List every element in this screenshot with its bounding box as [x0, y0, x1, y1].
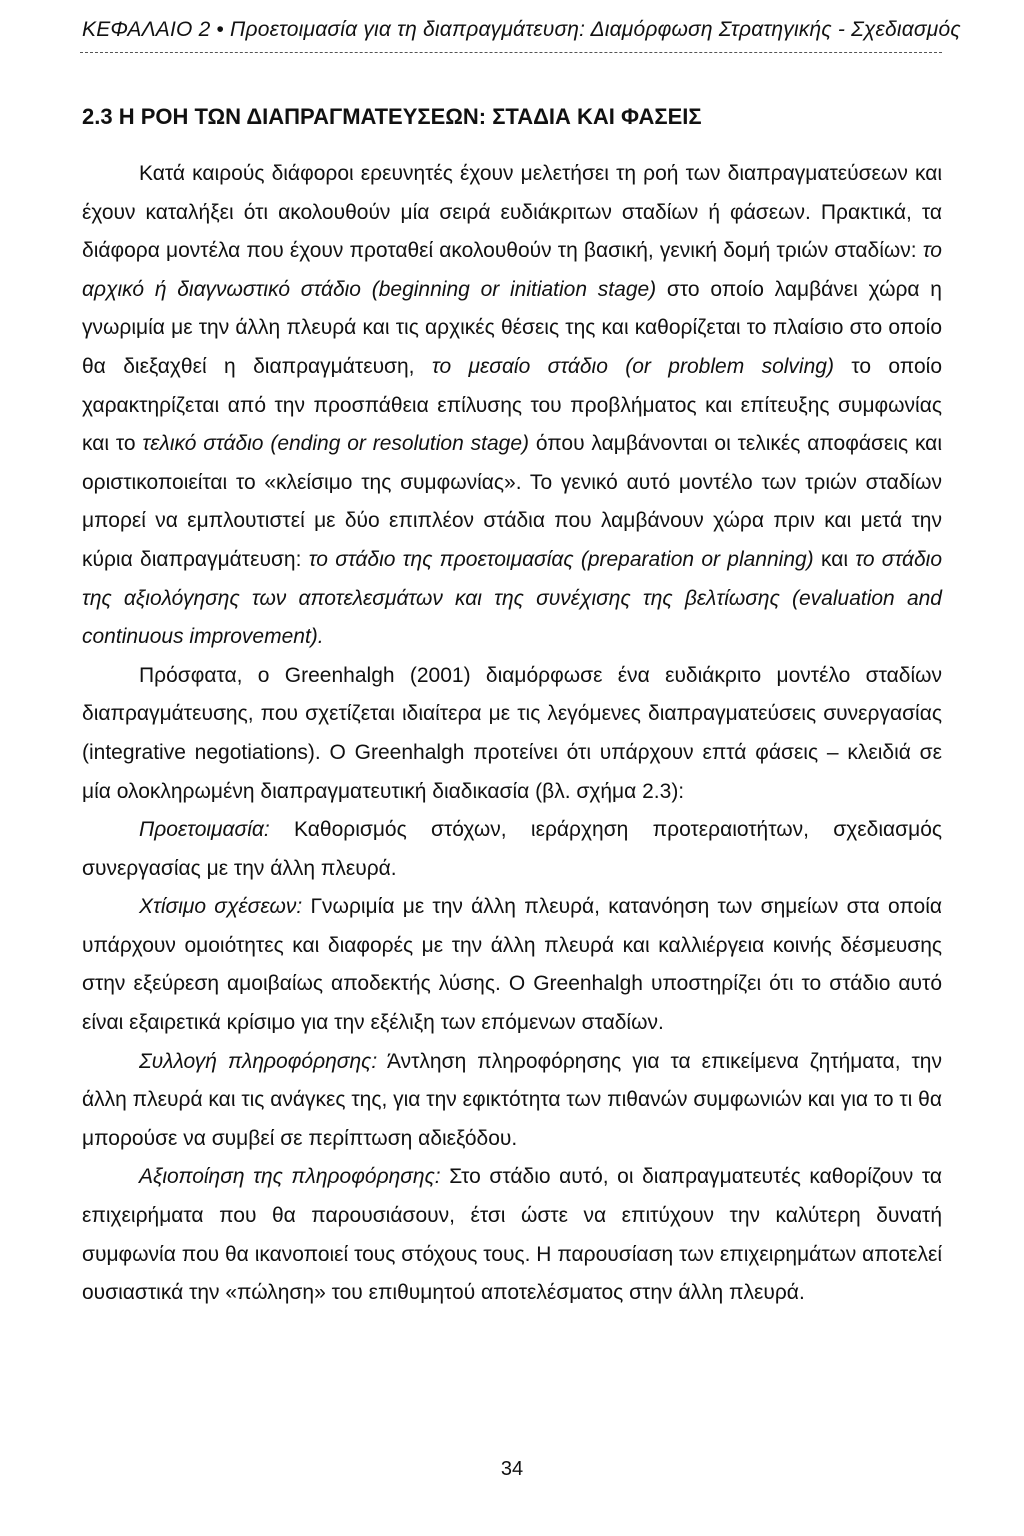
header-divider: [80, 52, 942, 53]
paragraph-phase-information: [82, 1043, 942, 1159]
header-subtitle: Προετοιμασία για τη διαπραγμάτευση: Διαμόρφωση Στρατηγικής - Σχεδιασμός: [230, 18, 961, 41]
paragraph-text: Πρόσφατα, ο Greenhalgh (2001) διαμόρφωσε ένα ευδιάκριτο μοντέλο σταδίων διαπραγμάτευσης, που σχετίζεται ιδιαίτερα με τις λεγόμενες διαπραγματεύσεις συνεργασίας (integrative negotiations). Ο Greenhalgh προτείνει ότι υπάρχουν επτά φάσεις – κλειδιά σε μία ολοκληρωμένη διαπραγματευτική διαδικασία (βλ. σχήμα 2.3):: [82, 663, 942, 803]
emphasis-evaluation-stage: το στάδιο της αξιολόγησης των αποτελεσμάτων και της συνέχισης της βελτίωσης (evaluation and continuous improvement).: [82, 547, 942, 649]
header-chapter: ΚΕΦΑΛΑΙΟ 2: [82, 18, 211, 41]
running-header: [82, 18, 961, 42]
paragraph-phase-information-use: [82, 1158, 942, 1312]
phase-title-preparation: Προετοιμασία:: [139, 818, 270, 842]
paragraph-text: και: [813, 547, 856, 571]
emphasis-final-stage: τελικό στάδιο (ending or resolution stage): [142, 432, 529, 456]
paragraph-text: Γνωριμία με την άλλη πλευρά, κατανόηση των σημείων στα οποία υπάρχουν ομοιότητες και διαφορές με την άλλη πλευρά και καλλιέργεια κοινής δέσμευσης στην εξεύρεση αμοιβαίως αποδεκτής λύσης. Ο Greenhalgh υποστηρίζει ότι το στάδιο αυτό είναι εξαιρετικά κρίσιμο για την εξέλιξη των επόμενων σταδίων.: [82, 895, 942, 1035]
phase-title-information-use: Αξιοποίηση της πληροφόρησης:: [139, 1165, 441, 1189]
paragraph-stages-overview: [82, 155, 942, 657]
paragraph-text: Καθορισμός στόχων, ιεράρχηση προτεραιοτήτων, σχεδιασμός συνεργασίας με την άλλη πλευρά.: [82, 818, 942, 880]
body-text: [82, 155, 942, 1313]
emphasis-initial-stage: το αρχικό ή διαγνωστικό στάδιο (beginning or initiation stage): [82, 239, 942, 301]
header-bullet: •: [216, 18, 225, 41]
emphasis-middle-stage: το μεσαίο στάδιο (or problem solving): [431, 354, 834, 378]
paragraph-greenhalgh-model: [82, 657, 942, 811]
paragraph-text: το οποίο χαρακτηρίζεται από την προσπάθεια επίλυσης του προβλήματος και επίτευξης συμφωνίας και το: [82, 354, 942, 456]
paragraph-phase-preparation: [82, 811, 942, 888]
page-number: 34: [500, 1458, 524, 1480]
emphasis-preparation-stage: το στάδιο της προετοιμασίας (preparation or planning): [308, 547, 814, 571]
paragraph-text: στο οποίο λαμβάνει χώρα η γνωριμία με την άλλη πλευρά και τις αρχικές θέσεις της και καθορίζεται το πλαίσιο στο οποίο θα διεξαχθεί η διαπραγμάτευση,: [82, 277, 942, 378]
paragraph-text: Στο στάδιο αυτό, οι διαπραγματευτές καθορίζουν τα επιχειρήματα που θα παρουσιάσουν, έτσι ώστε να επιτύχουν την καλύτερη δυνατή συμφωνία που θα ικανοποιεί τους στόχους τους. Η παρουσίαση των επιχειρημάτων αποτελεί ουσιαστικά την «πώληση» του επιθυμητού αποτελέσματος στην άλλη πλευρά.: [82, 1165, 942, 1305]
phase-title-relationship-building: Χτίσιμο σχέσεων:: [139, 895, 303, 919]
paragraph-text: Κατά καιρούς διάφοροι ερευνητές έχουν μελετήσει τη ροή των διαπραγματεύσεων και έχουν καταλήξει ότι ακολουθούν μία σειρά ευδιάκριτων σταδίων ή φάσεων. Πρακτικά, τα διάφορα μοντέλα που έχουν προταθεί ακολουθούν τη βασική, γενική δομή τριών σταδίων:: [82, 162, 942, 263]
paragraph-text: όπου λαμβάνονται οι τελικές αποφάσεις και οριστικοποιείται το «κλείσιμο της συμφωνίας». Το γενικό αυτό μοντέλο των τριών σταδίων μπορεί να εμπλουτιστεί με δύο επιπλέον στάδια που λαμβάνουν χώρα πριν και μετά την κύρια διαπραγμάτευση:: [82, 432, 942, 571]
paragraph-phase-relationship: [82, 888, 942, 1042]
paragraph-text: Άντληση πληροφόρησης για τα επικείμενα ζητήματα, την άλλη πλευρά και τις ανάγκες της, για την εφικτότητα των πιθανών συμφωνιών και για το τι θα μπορούσε να συμβεί σε περίπτωση αδιεξόδου.: [82, 1049, 942, 1150]
section-heading: 2.3 Η ΡΟΗ ΤΩΝ ΔΙΑΠΡΑΓΜΑΤΕΥΣΕΩΝ: ΣΤΑΔΙΑ ΚΑΙ ΦΑΣΕΙΣ: [82, 104, 702, 129]
phase-title-information-gathering: Συλλογή πληροφόρησης:: [139, 1049, 378, 1073]
